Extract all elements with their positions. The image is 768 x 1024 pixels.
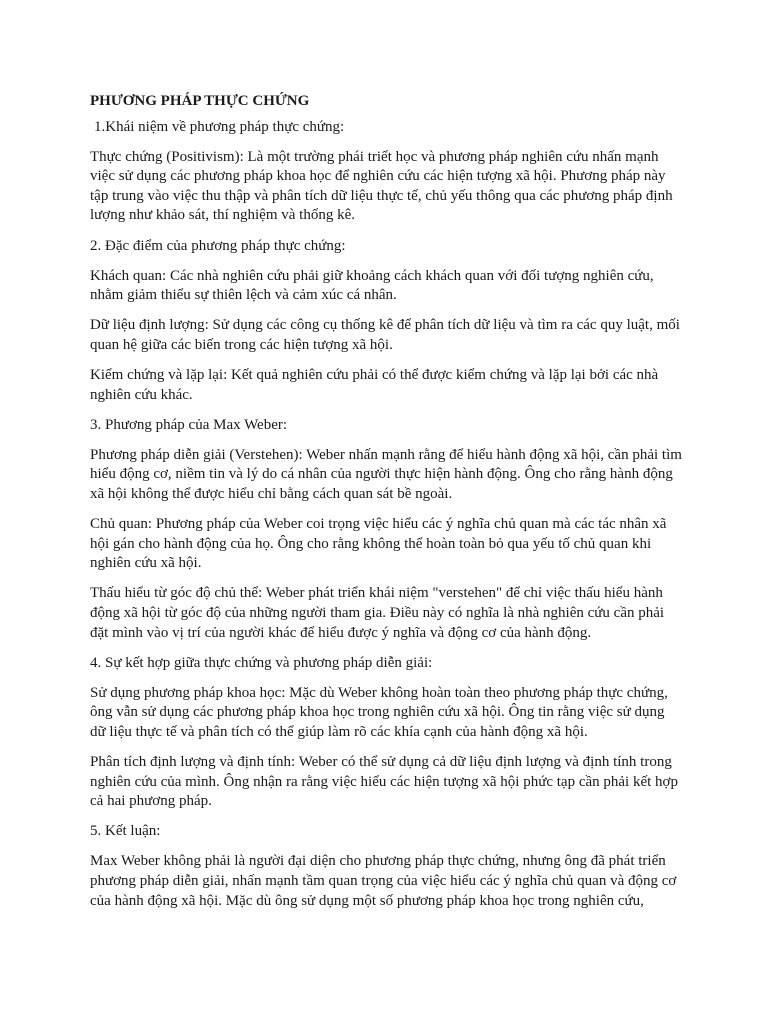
paragraph: Dữ liệu định lượng: Sử dụng các công cụ thống kê để phân tích dữ liệu và tìm ra các quy luật, mối quan hệ giữa các biến trong các hiện tượng xã hội. [90,317,680,353]
paragraph: Kiểm chứng và lặp lại: Kết quả nghiên cứu phải có thể được kiểm chứng và lặp lại bởi các nhà nghiên cứu khác. [90,367,659,403]
section-heading-4: 4. Sự kết hợp giữa thực chứng và phương pháp diễn giải: [90,654,433,671]
section-heading-3: 3. Phương pháp của Max Weber: [90,416,288,433]
paragraph: Sử dụng phương pháp khoa học: Mặc dù Weber không hoàn toàn theo phương pháp thực chứng, ông vẫn sử dụng các phương pháp khoa học trong nghiên cứu xã hội. Ông tin rằng việc sử dụng dữ liệu thực tế và phân tích có thể giúp làm rõ các khía cạnh của hành động xã hội. [90,684,668,740]
section-heading-1: 1.Khái niệm về phương pháp thực chứng: [94,118,345,135]
section-heading-2: 2. Đặc điểm của phương pháp thực chứng: [90,237,346,254]
paragraph: Khách quan: Các nhà nghiên cứu phải giữ khoảng cách khách quan với đối tượng nghiên cứu, nhằm giảm thiểu sự thiên lệch và cảm xúc cá nhân. [90,267,654,304]
paragraph: Max Weber không phải là người đại diện cho phương pháp thực chứng, nhưng ông đã phát triển phương pháp diễn giải, nhấn mạnh tầm quan trọng của việc hiểu các ý nghĩa chủ quan và động cơ của hành động xã hội. Mặc dù ông sử dụng một số phương pháp khoa học trong nghiên cứu, [90,853,677,909]
paragraph: Phương pháp diễn giải (Verstehen): Weber nhấn mạnh rằng để hiểu hành động xã hội, cần phải tìm hiểu động cơ, niềm tin và lý do cá nhân của người thực hiện hành động. Ông cho rằng hành động xã hội không thể được hiểu chỉ bằng cách quan sát bề ngoài. [90,446,682,502]
document-title: PHƯƠNG PHÁP THỰC CHỨNG [90,93,310,109]
paragraph: Chủ quan: Phương pháp của Weber coi trọng việc hiểu các ý nghĩa chủ quan mà các tác nhân xã hội gán cho hành động của họ. Ông cho rằng không thể hoàn toàn bỏ qua yếu tố chủ quan khi nghiên cứu xã hội. [90,516,667,572]
section-heading-5: 5. Kết luận: [90,823,161,840]
document-page [90,92,682,922]
paragraph: Phân tích định lượng và định tính: Weber có thể sử dụng cả dữ liệu định lượng và định tính trong nghiên cứu của mình. Ông nhận ra rằng việc hiểu các hiện tượng xã hội phức tạp cần phải kết hợp cả hai phương pháp. [90,754,678,810]
paragraph: Thực chứng (Positivism): Là một trường phái triết học và phương pháp nghiên cứu nhấn mạnh việc sử dụng các phương pháp khoa học để nghiên cứu các hiện tượng xã hội. Phương pháp này tập trung vào việc thu thập và phân tích dữ liệu thực tế, chủ yếu thông qua các phương pháp định lượng như khảo sát, thí nghiệm và thống kê. [90,148,673,224]
paragraph: Thấu hiểu từ góc độ chủ thể: Weber phát triển khái niệm "verstehen" để chỉ việc thấu hiểu hành động xã hội từ góc độ của những người tham gia. Điều này có nghĩa là nhà nghiên cứu cần phải đặt mình vào vị trí của người khác để hiểu được ý nghĩa và động cơ của hành động. [90,585,665,641]
